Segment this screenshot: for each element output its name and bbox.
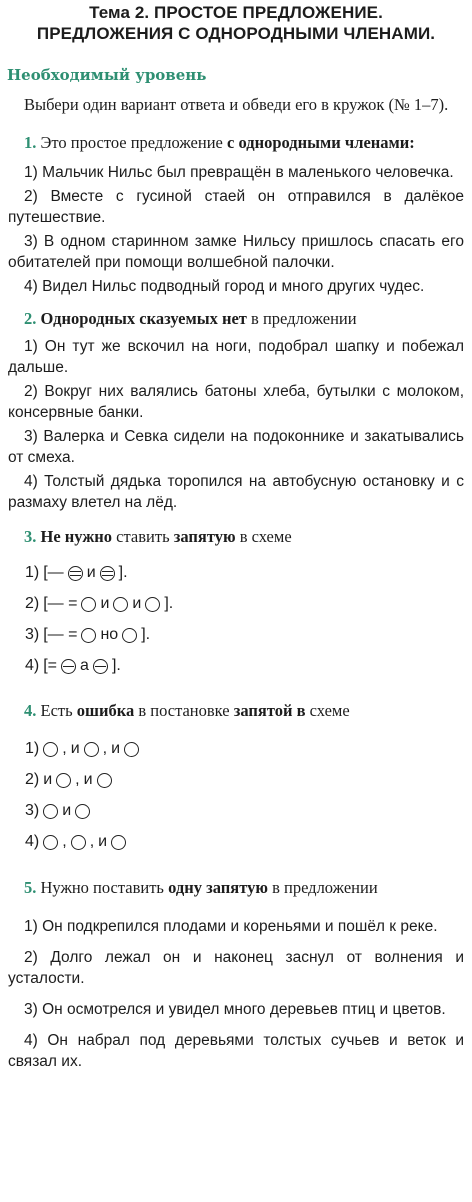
option[interactable]: 4) Видел Нильс подводный город и много других чудес. bbox=[24, 278, 425, 295]
title-line-1: Тема 2. ПРОСТОЕ ПРЕДЛОЖЕНИЕ. bbox=[89, 3, 383, 22]
circle-icon bbox=[43, 804, 58, 819]
question-bold: запятую bbox=[173, 527, 236, 546]
q3-options bbox=[0, 563, 472, 676]
instruction: Выбери один вариант ответа и обведи его в кружок (№ 1–7). bbox=[24, 95, 449, 114]
option[interactable]: 2) Долго лежал он и наконец заснул от волнения и усталости. bbox=[8, 949, 464, 987]
bracket-open: [— = bbox=[43, 626, 78, 643]
comma: , bbox=[62, 740, 67, 757]
option-label: 2) bbox=[25, 595, 40, 612]
comma: , bbox=[75, 771, 80, 788]
question-bold: Однородных сказуемых нет bbox=[40, 309, 247, 328]
question-5 bbox=[8, 877, 464, 898]
question-1 bbox=[8, 132, 464, 153]
question-text: Это простое предложение bbox=[40, 133, 223, 152]
q4-options bbox=[0, 739, 472, 852]
question-2 bbox=[8, 308, 464, 329]
question-number: 5. bbox=[24, 878, 37, 897]
circle-icon bbox=[145, 597, 160, 612]
circle-icon bbox=[71, 835, 86, 850]
question-bold: в bbox=[296, 701, 306, 720]
circle-icon bbox=[56, 773, 71, 788]
circle-icon bbox=[75, 804, 90, 819]
option[interactable]: 3) Он осмотрелся и увидел много деревьев птиц и цветов. bbox=[24, 1001, 446, 1018]
option[interactable]: 2) Вместе с гусиной стаей он отправился в далёкое путешествие. bbox=[8, 188, 464, 226]
circle-icon bbox=[84, 742, 99, 757]
question-number: 1. bbox=[24, 133, 37, 152]
conjunction: и bbox=[98, 833, 108, 850]
option-label: 1) bbox=[25, 564, 40, 581]
option[interactable]: 1) Он подкрепился плодами и кореньями и пошёл к реке. bbox=[24, 918, 438, 935]
question-text: в предложении bbox=[251, 309, 357, 328]
question-text: ставить bbox=[116, 527, 170, 546]
circle-icon bbox=[81, 628, 96, 643]
conjunction: и bbox=[86, 564, 96, 581]
option[interactable]: 3) Валерка и Севка сидели на подоконнике и закатывались от смеха. bbox=[8, 428, 464, 466]
question-bold: запятой bbox=[233, 701, 293, 720]
schema-option[interactable] bbox=[25, 832, 472, 852]
question-3 bbox=[8, 526, 464, 547]
line-circle-icon bbox=[93, 659, 108, 674]
question-text: в схеме bbox=[239, 527, 292, 546]
schema-option[interactable] bbox=[25, 801, 472, 821]
q5-options bbox=[0, 916, 472, 1072]
schema-option[interactable] bbox=[25, 563, 472, 583]
question-number: 2. bbox=[24, 309, 37, 328]
conjunction: и bbox=[70, 740, 80, 757]
circle-icon bbox=[97, 773, 112, 788]
schema-option[interactable] bbox=[25, 739, 472, 759]
option[interactable]: 4) Толстый дядька торопился на автобусную остановку и с размаху влетел на лёд. bbox=[8, 473, 464, 511]
bracket-open: [— bbox=[43, 564, 64, 581]
conjunction: и bbox=[62, 802, 72, 819]
option[interactable]: 1) Мальчик Нильс был превращён в маленького человечка. bbox=[24, 164, 454, 181]
question-text: Есть bbox=[40, 701, 73, 720]
conjunction: и bbox=[111, 740, 121, 757]
page-title bbox=[0, 2, 472, 44]
circle-icon bbox=[111, 835, 126, 850]
question-bold: ошибка bbox=[76, 701, 135, 720]
option[interactable]: 2) Вокруг них валялись батоны хлеба, бутылки с молоком, консервные банки. bbox=[8, 383, 464, 421]
comma: , bbox=[89, 833, 95, 850]
comma: , bbox=[62, 833, 67, 850]
option[interactable]: 3) В одном старинном замке Нильсу пришлось спасать его обитателей при помощи волшебной палочки. bbox=[8, 233, 464, 271]
conjunction: и bbox=[43, 771, 53, 788]
bracket-close: ]. bbox=[118, 564, 128, 581]
bracket-open: [— = bbox=[43, 595, 78, 612]
line-circle-icon bbox=[61, 659, 76, 674]
circle-icon bbox=[43, 835, 58, 850]
schema-option[interactable] bbox=[25, 770, 472, 790]
bracket-close: ]. bbox=[111, 657, 121, 674]
option-label: 4) bbox=[25, 833, 40, 850]
circle-icon bbox=[124, 742, 139, 757]
question-bold: Не нужно bbox=[40, 527, 113, 546]
conjunction: но bbox=[100, 626, 119, 643]
question-text: в предложении bbox=[272, 878, 378, 897]
title-line-2: ПРЕДЛОЖЕНИЯ С ОДНОРОДНЫМИ ЧЛЕНАМИ. bbox=[36, 24, 436, 43]
conjunction: а bbox=[80, 657, 89, 674]
question-number: 4. bbox=[24, 701, 37, 720]
question-text: схеме bbox=[309, 701, 350, 720]
circle-icon bbox=[113, 597, 128, 612]
question-text: в постановке bbox=[138, 701, 230, 720]
question-4 bbox=[8, 700, 464, 721]
option[interactable]: 1) Он тут же вскочил на ноги, подобрал шапку и побежал дальше. bbox=[8, 338, 464, 376]
conjunction: и bbox=[132, 595, 142, 612]
question-bold: с однородными членами: bbox=[227, 133, 415, 152]
double-line-circle-icon bbox=[68, 566, 83, 581]
question-text: Нужно поставить bbox=[40, 878, 164, 897]
circle-icon bbox=[43, 742, 58, 757]
question-bold: одну запятую bbox=[168, 878, 268, 897]
bracket-open: [= bbox=[43, 657, 58, 674]
circle-icon bbox=[122, 628, 137, 643]
conjunction: и bbox=[83, 771, 93, 788]
option-label: 3) bbox=[25, 626, 40, 643]
schema-option[interactable] bbox=[25, 656, 472, 676]
option-label: 1) bbox=[25, 740, 40, 757]
bracket-close: ]. bbox=[141, 626, 151, 643]
q2-options bbox=[0, 336, 472, 513]
circle-icon bbox=[81, 597, 96, 612]
bracket-close: ]. bbox=[164, 595, 174, 612]
double-line-circle-icon bbox=[100, 566, 115, 581]
option-label: 4) bbox=[25, 657, 40, 674]
question-number: 3. bbox=[24, 527, 37, 546]
option[interactable]: 4) Он набрал под деревьями толстых сучьев и веток и связал их. bbox=[8, 1032, 464, 1070]
level-heading: Необходимый уровень bbox=[7, 66, 207, 84]
option-label: 3) bbox=[25, 802, 40, 819]
schema-option[interactable] bbox=[25, 625, 472, 645]
schema-option[interactable] bbox=[25, 594, 472, 614]
comma: , bbox=[102, 740, 108, 757]
option-label: 2) bbox=[25, 771, 40, 788]
q1-options bbox=[0, 162, 472, 297]
conjunction: и bbox=[100, 595, 110, 612]
